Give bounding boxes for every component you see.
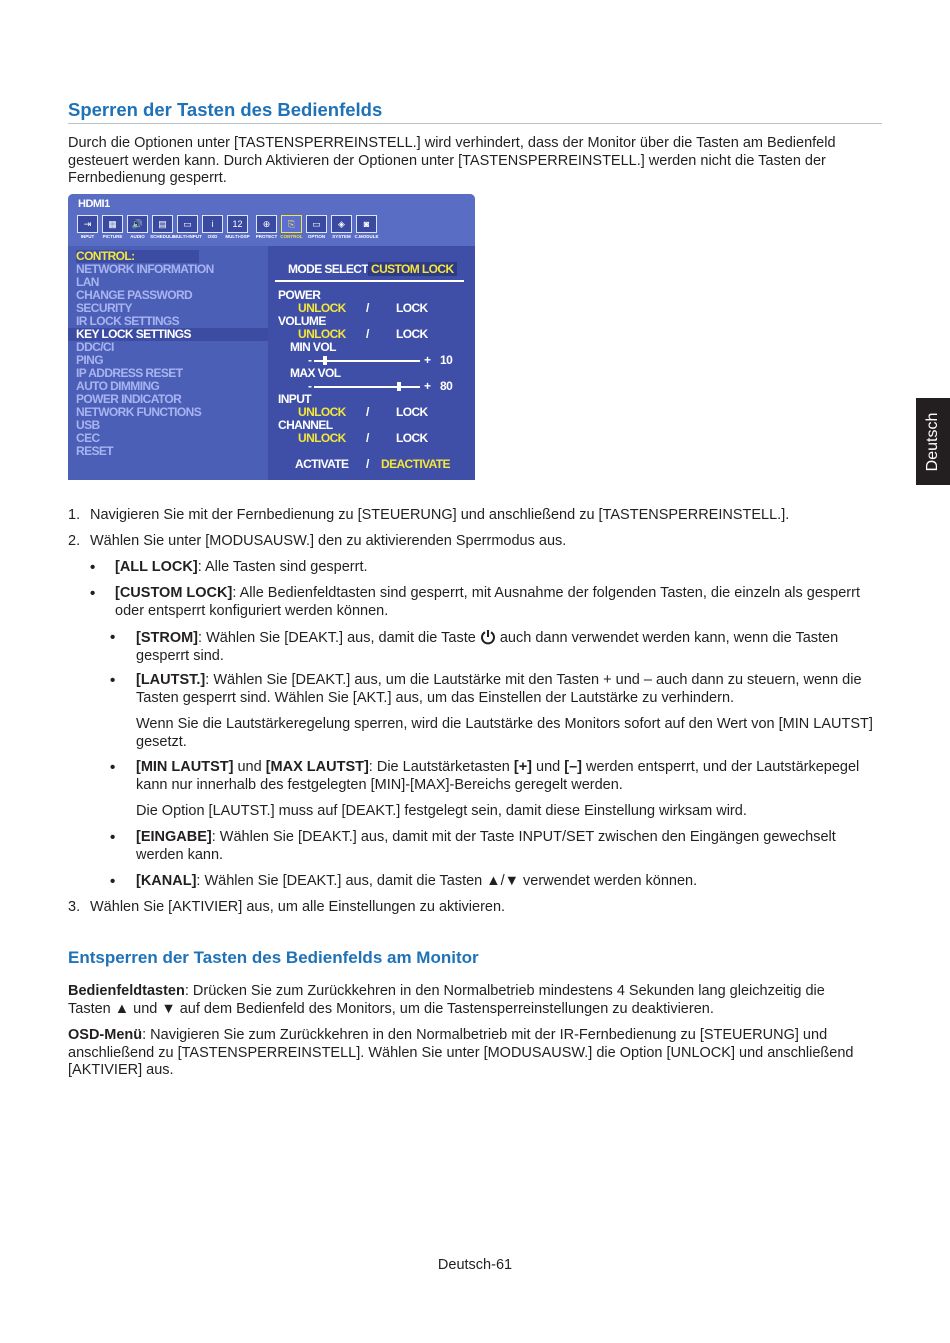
bullet: • [110,759,116,776]
bullet: • [110,829,116,846]
osd-menu-list [76,250,280,458]
min-vol-label: MIN VOL [290,340,336,354]
page-number: Deutsch-61 [437,1257,513,1273]
system-icon: ◈ [331,215,352,233]
osd-menu-item: DDC/CI [76,340,114,354]
osd-tab-label: PROTECT [255,234,278,239]
osd-menu-panel [68,246,268,480]
max-vol-minus: - [308,379,312,393]
osd-tab-label: OPTION [307,234,326,239]
power-label: POWER [278,288,321,302]
picture-icon: ▦ [102,215,123,233]
max-vol-value: 80 [440,379,453,393]
protect-icon: ⊕ [256,215,277,233]
osd-tab-label: INPUT [80,234,95,239]
osd-menu-item: IR LOCK SETTINGS [76,314,180,328]
min-max-item: [MIN LAUTST] und [MAX LAUTST]: Die Lautstärketasten [+] und [–] werden entsperrt, und der Lautstärkepegel kann nur innerhalb des festgelegten [MIN]-[MAX]-Bereichs geregelt werden. [136,759,860,793]
bullet: • [110,629,116,646]
osd-divider [275,280,464,282]
volume-unlock: UNLOCK [298,327,346,341]
kanal-item: [KANAL]: Wählen Sie [DEAKT.] aus, damit die Tasten ▲/▼ verwendet werden können. [136,873,698,889]
lautst-item: [LAUTST.]: Wählen Sie [DEAKT.] aus, um die Lautstärke mit den Tasten + und – auch dann zu steuern, wenn die Tasten gesperrt sind. Wählen Sie [AKT.] aus, um das Einstellen der Lautstärke zu verhindern. [136,672,862,706]
osd-top-bar [68,194,475,246]
max-vol-slider-track [314,386,420,388]
channel-label: CHANNEL [278,418,333,432]
multi-input-icon: ▭ [177,215,198,233]
input-lock: LOCK [396,405,428,419]
step-1-text: Navigieren Sie mit der Fernbedienung zu [STEUERUNG] und anschließend zu [TASTENSPERREINSTELL.]. [90,507,790,523]
mode-select-label: MODE SELECT [288,262,369,276]
osd-settings-panel [268,246,475,480]
osd-icon: i [202,215,223,233]
eingabe-item: [EINGABE]: Wählen Sie [DEAKT.] aus, damit mit der Taste INPUT/SET zwischen den Eingängen gewechselt werden kann. [136,829,836,863]
osd-menu-item: SECURITY [76,301,132,315]
volume-label: VOLUME [278,314,326,328]
power-slash: / [366,301,369,315]
osd-icon-bar [76,215,378,242]
bullet: • [110,672,116,689]
step-3-text: Wählen Sie [AKTIVIER] aus, um alle Einstellungen zu aktivieren. [90,899,506,915]
osd-menu-item: POWER INDICATOR [76,392,182,406]
unlock-panel-paragraph: Bedienfeldtasten: Drücken Sie zum Zurückkehren in den Normalbetrieb mindestens 4 Sekunden lang gleichzeitig die Tasten ▲ und ▼ auf dem Bedienfeld des Monitors, um die Tastensperreinstellungen zu deaktivieren. [68,983,825,1017]
intro-paragraph: Durch die Optionen unter [TASTENSPERREINSTELL.] wird verhindert, dass der Monitor über die Tasten am Bedienfeld gesteuert werden kann. Durch Aktivieren der Optionen unter [TASTENSPERREINSTELL.] werden nicht die Tasten der Fernbedienung gesperrt. [68,135,836,186]
lautst-note: Wenn Sie die Lautstärkeregelung sperren, wird die Lautstärke des Monitors sofort auf den Wert von [MIN LAUTST] gesetzt. [136,716,873,750]
osd-tab-option [305,215,328,242]
osd-tab-label: OSD [207,234,218,239]
osd-input-name: HDMI1 [78,198,110,210]
bullet: • [90,559,96,576]
volume-lock: LOCK [396,327,428,341]
min-max-note: Die Option [LAUTST.] muss auf [DEAKT.] festgelegt sein, damit diese Einstellung wirksam wird. [136,803,747,819]
osd-menu-item: AUTO DIMMING [76,379,160,393]
osd-tab-label: CONTROL [280,234,303,239]
osd-tab-label: MULTI-INPUT [173,234,202,239]
deactivate-option: DEACTIVATE [381,457,450,471]
bullet: • [110,873,116,890]
osd-tab-picture [101,215,124,242]
osd-menu-item: NETWORK INFORMATION [76,262,214,276]
osd-tab-control [280,215,303,242]
step-3-number: 3. [68,899,81,915]
audio-icon: 🔊 [127,215,148,233]
osd-screenshot [68,194,475,480]
language-tab [916,398,950,485]
osd-menu-item: USB [76,418,100,432]
option-icon: ▭ [306,215,327,233]
osd-tab-audio [126,215,149,242]
osd-tab-protect [255,215,278,242]
osd-tab-schedule [151,215,174,242]
max-vol-slider-knob [397,382,401,391]
section-title-unlock: Entsperren der Tasten des Bedienfelds am Monitor [68,948,479,967]
all-lock-item: [ALL LOCK]: Alle Tasten sind gesperrt. [115,559,368,575]
min-vol-minus: - [308,353,312,367]
osd-tab-c-module [355,215,378,242]
osd-tab-label: MULTI-DSP [225,234,250,239]
osd-tab-osd [201,215,224,242]
osd-tab-label: AUDIO [130,234,145,239]
input-icon: ⇥ [77,215,98,233]
custom-lock-item: [CUSTOM LOCK]: Alle Bedienfeldtasten sind gesperrt, mit Ausnahme der folgenden Tasten, die einzeln als gesperrt oder entsperrt konfiguriert werden können. [115,585,860,619]
osd-menu-item: PING [76,353,103,367]
osd-tab-multi-dsp [226,215,249,242]
input-label: INPUT [278,392,312,406]
activate-option: ACTIVATE [295,457,349,471]
osd-tab-label: C.MODULE [354,234,379,239]
activate-slash: / [366,457,369,471]
step-2-text: Wählen Sie unter [MODUSAUSW.] den zu aktivierenden Sperrmodus aus. [90,533,567,549]
volume-slash: / [366,327,369,341]
osd-menu-item: CONTROL: [76,250,199,263]
osd-tab-label: SCHEDULE [150,234,175,239]
power-lock: LOCK [396,301,428,315]
osd-menu-item: IP ADDRESS RESET [76,366,183,380]
unlock-osd-paragraph: OSD-Menü: Navigieren Sie zum Zurückkehren in den Normalbetrieb mit der IR-Fernbedienung zu [STEUERUNG] und anschließend zu [TASTENSPERREINSTELL]. Wählen Sie unter [MODUSAUSW.] die Option [UNLOCK] und anschließend [AKTIVIER] aus. [68,1027,854,1078]
power-icon [480,629,496,645]
max-vol-plus: + [424,379,431,393]
c-module-icon: ◙ [356,215,377,233]
schedule-icon: ▤ [152,215,173,233]
control-icon: ⎘ [281,215,302,233]
osd-menu-item: NETWORK FUNCTIONS [76,405,202,419]
min-vol-plus: + [424,353,431,367]
section-title-lock: Sperren der Tasten des Bedienfelds [68,99,383,120]
osd-menu-item: LAN [76,275,99,289]
osd-menu-item: CEC [76,431,100,445]
step-1-number: 1. [68,507,81,523]
channel-slash: / [366,431,369,445]
input-slash: / [366,405,369,419]
osd-tab-system [330,215,353,242]
osd-tab-label: SYSTEM [332,234,351,239]
step-2-number: 2. [68,533,81,549]
mode-select-value: CUSTOM LOCK [368,263,457,276]
osd-menu-item: RESET [76,444,114,458]
language-tab-label: Deutsch [924,412,941,471]
channel-lock: LOCK [396,431,428,445]
osd-tab-input [76,215,99,242]
min-vol-slider-knob [323,356,327,365]
osd-menu-item: KEY LOCK SETTINGS [68,328,280,341]
title-rule [68,123,882,124]
osd-tab-multi-input [173,215,202,242]
min-vol-slider-track [314,360,420,362]
bullet: • [90,585,96,602]
strom-item: [STROM]: Wählen Sie [DEAKT.] aus, damit die Taste auch dann verwendet werden kann, wenn die Tasten gesperrt sind. [136,630,839,664]
min-vol-value: 10 [440,353,453,367]
channel-unlock: UNLOCK [298,431,346,445]
multi-dsp-icon: 12 [227,215,248,233]
osd-tab-label: PICTURE [102,234,123,239]
max-vol-label: MAX VOL [290,366,341,380]
input-unlock: UNLOCK [298,405,346,419]
power-unlock: UNLOCK [298,301,346,315]
osd-menu-item: CHANGE PASSWORD [76,288,193,302]
